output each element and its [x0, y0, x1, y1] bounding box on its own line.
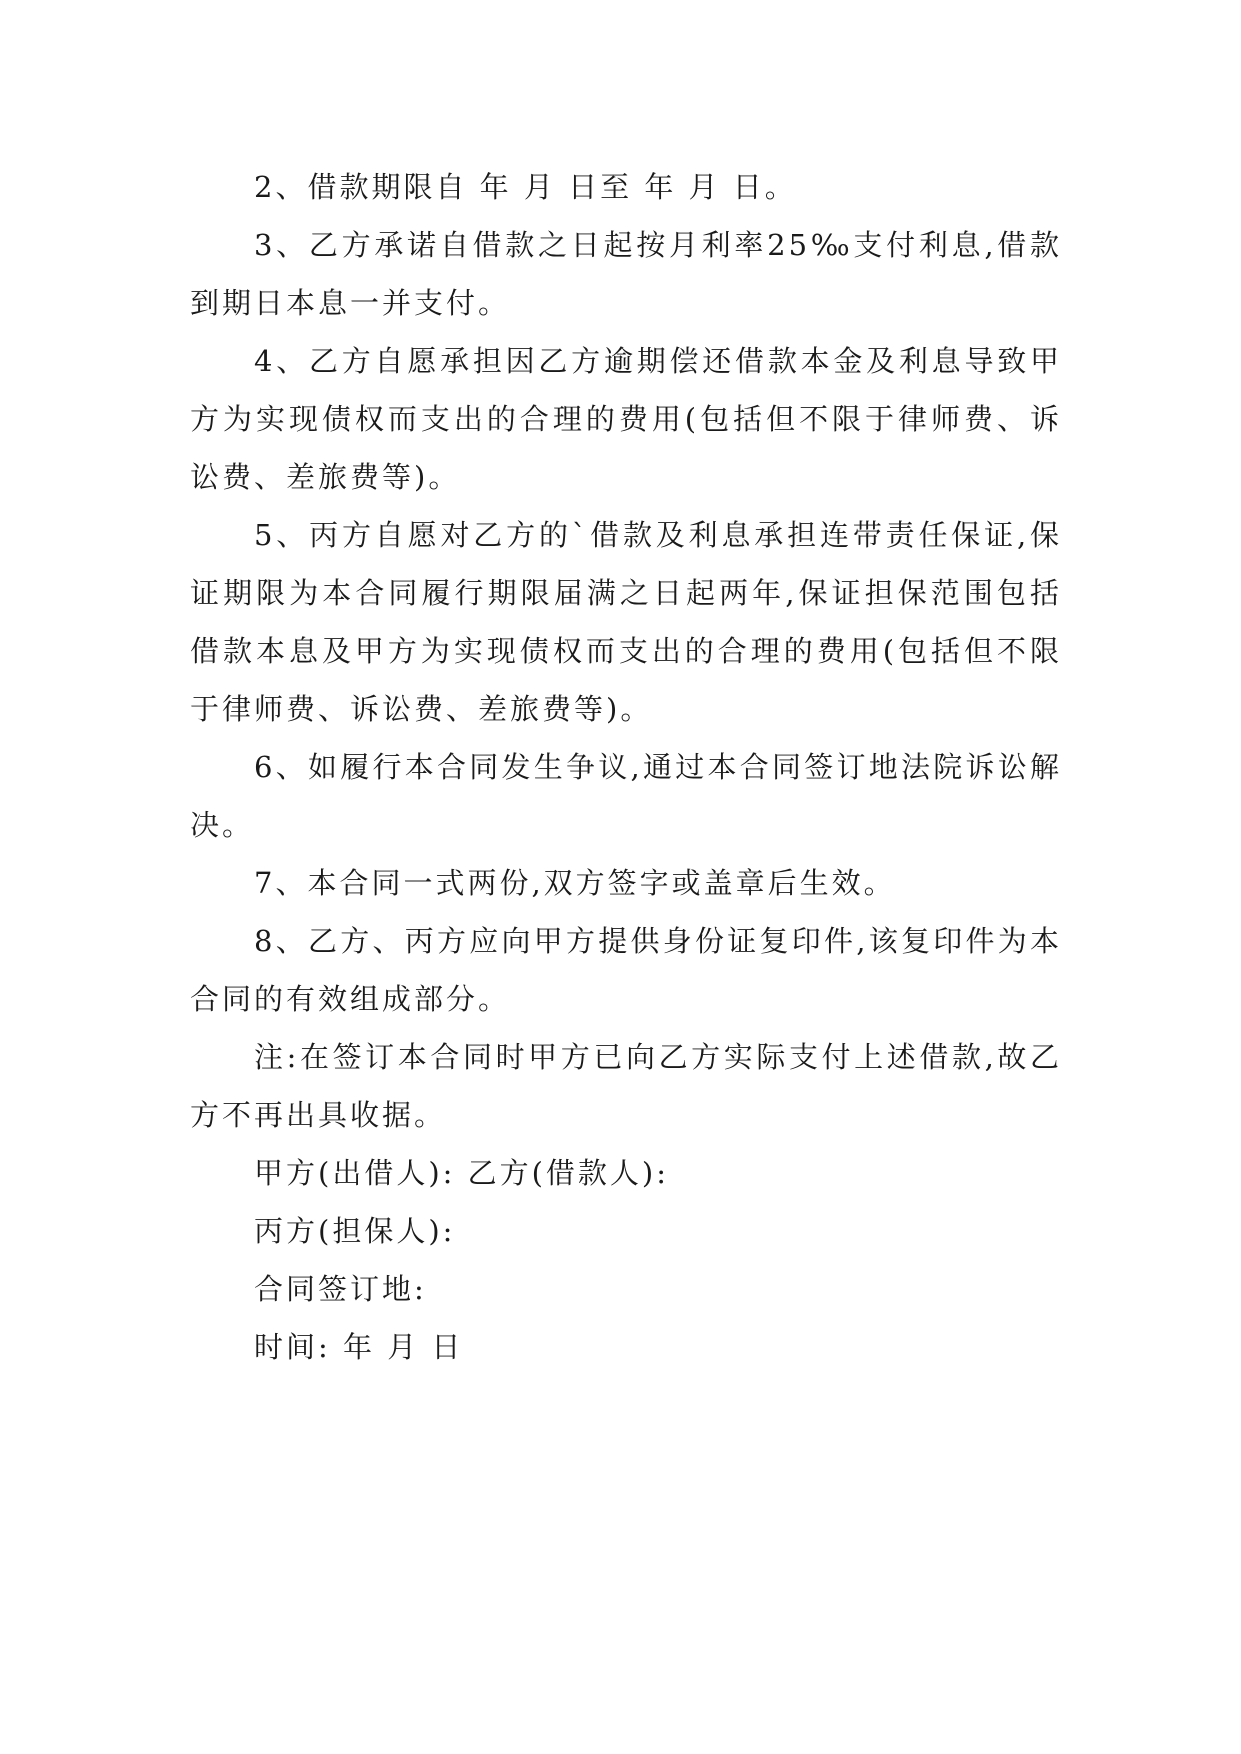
signature-parties: 甲方(出借人): 乙方(借款人):: [254, 1156, 670, 1190]
clause-3-interest: 3、乙方承诺自借款之日起按月利率25‰支付利息,借款到期日本息一并支付。: [190, 228, 1062, 320]
clause-6-dispute: 6、如履行本合同发生争议,通过本合同签订地法院诉讼解决。: [190, 750, 1062, 842]
document-body: [190, 158, 1062, 1376]
signature-place: 合同签订地:: [254, 1272, 427, 1306]
signature-time: 时间: 年 月 日: [254, 1330, 464, 1364]
clause-5-guarantee: 5、丙方自愿对乙方的`借款及利息承担连带责任保证,保证期限为本合同履行期限届满之日起两年,保证担保范围包括借款本息及甲方为实现债权而支出的合理的费用(包括但不限于律师费、诉讼费、差旅费等)。: [190, 518, 1062, 726]
clause-7-copies: 7、本合同一式两份,双方签字或盖章后生效。: [254, 866, 896, 900]
signature-guarantor: 丙方(担保人):: [254, 1214, 456, 1248]
clause-8-id-copies: 8、乙方、丙方应向甲方提供身份证复印件,该复印件为本合同的有效组成部分。: [190, 924, 1062, 1016]
clause-4-costs: 4、乙方自愿承担因乙方逾期偿还借款本金及利息导致甲方为实现债权而支出的合理的费用(包括但不限于律师费、诉讼费、差旅费等)。: [190, 344, 1062, 494]
clause-2-loan-term: 2、借款期限自 年 月 日至 年 月 日。: [254, 170, 797, 204]
note-receipt: 注:在签订本合同时甲方已向乙方实际支付上述借款,故乙方不再出具收据。: [190, 1040, 1062, 1132]
